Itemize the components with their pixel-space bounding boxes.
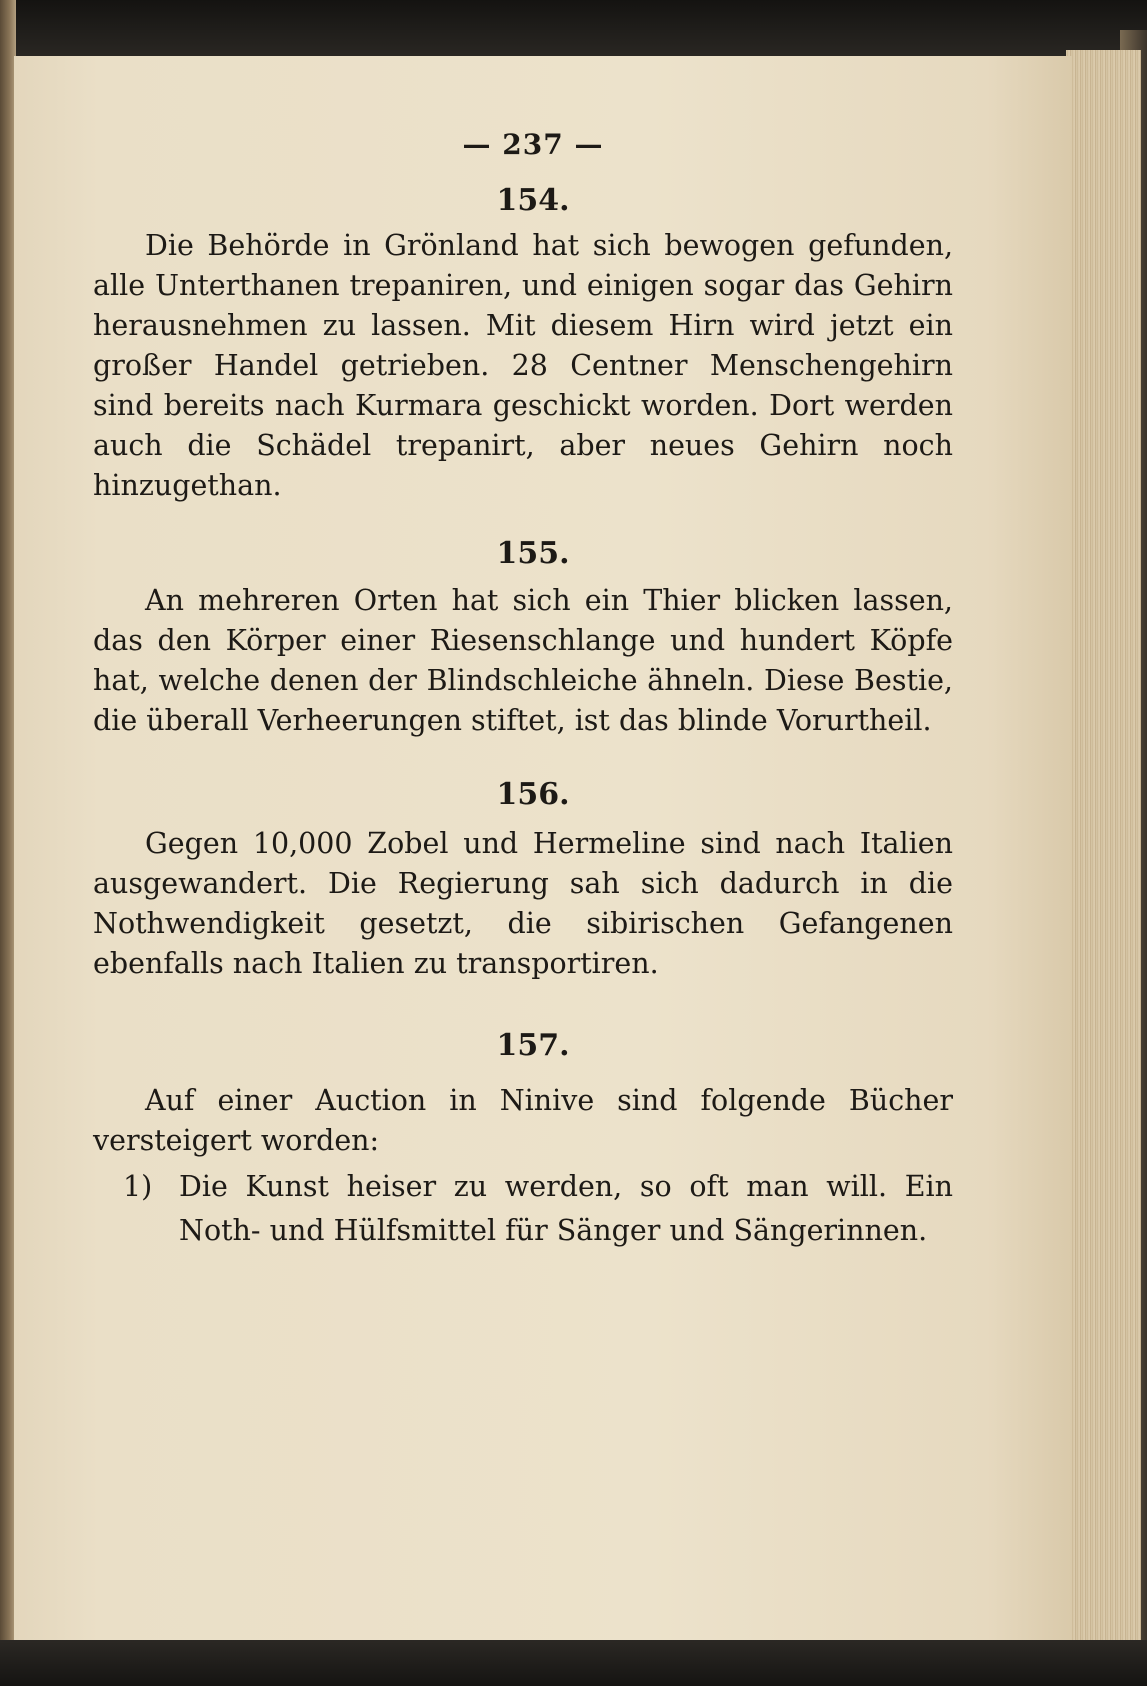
list-item — [93, 1165, 953, 1253]
book-edge-top — [0, 0, 1147, 58]
page-number: — 237 — — [462, 128, 604, 161]
entry-number-157: 157. — [496, 1028, 570, 1063]
list-item-number: 1) — [123, 1170, 153, 1203]
entry-text-155: An mehreren Orten hat sich ein Thier blicken lassen, das den Körper einer Riesenschlange und hundert Köpfe hat, welche denen der Blindschleiche ähneln. Diese Bestie, die überall Verheerungen stiftet, ist das blinde Vorurtheil. — [93, 584, 953, 737]
book-edge-bottom — [0, 1640, 1147, 1686]
entry-number-154: 154. — [496, 183, 570, 218]
list-item-text: Die Kunst heiser zu werden, so oft man will. Ein Noth- und Hülfsmittel für Sänger und Sängerinnen. — [179, 1170, 953, 1247]
page-stack-edge — [1066, 50, 1141, 1650]
page-content — [93, 128, 953, 1253]
entry-text-154: Die Behörde in Grönland hat sich bewogen gefunden, alle Unterthanen trepaniren, und einigen sogar das Gehirn herausnehmen zu lassen. Mit diesem Hirn wird jetzt ein großer Handel getrieben. 28 Centner Menschengehirn sind bereits nach Kurmara geschickt worden. Dort werden auch die Schädel trepanirt, aber neues Gehirn noch hinzugethan. — [93, 229, 953, 502]
entry-number-156: 156. — [496, 777, 570, 812]
entry-number-155: 155. — [496, 536, 570, 571]
entry-text-157: Auf einer Auction in Ninive sind folgende Bücher versteigert worden: — [93, 1084, 953, 1157]
entry-text-156: Gegen 10,000 Zobel und Hermeline sind nach Italien ausgewandert. Die Regierung sah sich dadurch in die Nothwendigkeit gesetzt, die sibirischen Gefangenen ebenfalls nach Italien zu transportiren. — [93, 827, 953, 980]
